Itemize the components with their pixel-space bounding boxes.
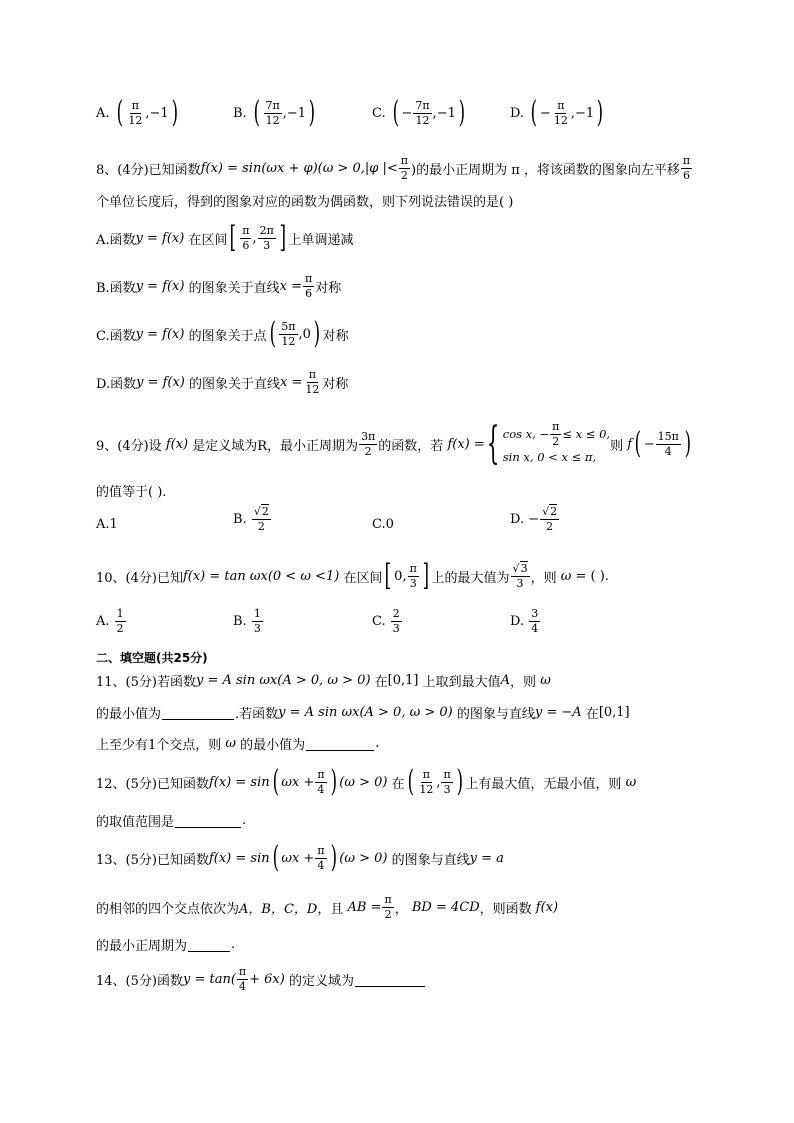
fraction: $\frac{\pi}{6}$ <box>305 271 313 300</box>
fraction: $\frac{\pi}{6}$ <box>242 223 250 252</box>
brace-icon: { <box>486 418 500 469</box>
q7-option-a: A. ( $\frac{\pi}{12}$ ,−1 ) <box>96 95 178 130</box>
answer-blank[interactable] <box>162 705 234 720</box>
fraction: $\frac{1}{2}$ <box>116 607 124 635</box>
fraction: $\frac{\pi}{2}$ <box>384 892 392 921</box>
q11-line1: 11、(5分)若函数 y = A sin ωx(A > 0, ω > 0) 在 [0,1] 上取到最大值 A ，则 ω <box>96 672 551 690</box>
q8-option-a: A.函数 y = f(x) 在区间 [ $\frac{\pi}{6}$ , $\frac{2\pi}{3}$ ] 上单调递减 <box>96 220 354 255</box>
q12-stem: 12、(5分)已知函数 f(x) = sin ( ωx + $\frac{\pi}{4}$ ) (ω > 0) 在 ( $\frac{\pi}{12}$ , $\frac{\pi}{3}$ ) 上有最大值，无最小值，则 ω <box>96 764 637 799</box>
q12-line2: 的取值范围是 . <box>96 812 247 830</box>
q7-option-c: C. ( − $\frac{7\pi}{12}$ ,−1 ) <box>372 95 466 130</box>
q7-option-b: B. ( $\frac{7\pi}{12}$ ,−1 ) <box>233 95 316 130</box>
q10-stem: 10、(4分)已知 f(x) = tan ωx(0 < ω <1) 在区间 [ 0, $\frac{\pi}{3}$ ] 上的最大值为 $\frac{√3}{3}$ ，则 ω = ( ). <box>96 558 609 593</box>
q9-option-b: B. $\frac{√2}{2}$ <box>233 505 269 533</box>
fraction: $\frac{\pi}{12}$ <box>128 98 143 127</box>
q13-stem: 13、(5分)已知函数 f(x) = sin ( ωx + $\frac{\pi}{4}$ ) (ω > 0) 的图象与直线 y = a <box>96 840 504 875</box>
q10-option-d: D. $\frac{3}{4}$ <box>510 607 539 635</box>
fraction: $\frac{\pi}{12}$ <box>553 98 568 127</box>
fraction: $\frac{√3}{3}$ <box>512 561 528 590</box>
q10-option-b: B. $\frac{1}{3}$ <box>233 607 261 635</box>
q8-option-b: B.函数 y = f(x) 的图象关于直线 x = $\frac{\pi}{6}$ 对称 <box>96 271 342 300</box>
fraction: $\frac{\pi}{4}$ <box>238 964 247 993</box>
answer-blank[interactable] <box>175 813 241 828</box>
fraction: $\frac{√2}{2}$ <box>542 505 558 533</box>
q11-line3: 上至少有1个交点，则 ω 的最小值为 . <box>96 735 380 753</box>
q9-option-a: A.1 <box>96 517 118 532</box>
q9-option-d: D. − $\frac{√2}{2}$ <box>510 505 558 533</box>
q13-line3: 的最小正周期为 . <box>96 936 236 954</box>
answer-blank[interactable] <box>306 736 374 751</box>
fraction: $\frac{5\pi}{12}$ <box>281 319 296 348</box>
fraction: $\frac{\pi}{12}$ <box>419 767 434 796</box>
q8-option-c: C.函数 y = f(x) 的图象关于点 ( $\frac{5\pi}{12}$ ,0 ) 对称 <box>96 316 349 351</box>
fraction: $\frac{1}{3}$ <box>253 607 261 635</box>
fraction: $\frac{\pi}{3}$ <box>443 767 451 796</box>
fraction: $\frac{3}{4}$ <box>531 607 539 635</box>
q10-option-a: A. $\frac{1}{2}$ <box>96 607 124 635</box>
fraction: $\frac{15\pi}{4}$ <box>657 429 679 458</box>
fraction: $\frac{7\pi}{12}$ <box>415 98 430 127</box>
fraction: $\frac{√2}{2}$ <box>253 505 269 533</box>
q8-option-d: D.函数 y = f(x) 的图象关于直线 x = $\frac{\pi}{12}$ 对称 <box>96 367 349 396</box>
q8-stem-line2: 个单位长度后，得到的图象对应的函数为偶函数，则下列说法错误的是( ) <box>96 194 514 210</box>
q10-option-c: C. $\frac{2}{3}$ <box>372 607 400 635</box>
fraction: $\frac{7\pi}{12}$ <box>265 98 280 127</box>
q14-stem: 14、(5分)函数 y = tan( $\frac{\pi}{4}$ + 6x) 的定义域为 <box>96 958 426 1000</box>
fraction: $\frac{3\pi}{2}$ <box>361 429 376 458</box>
answer-blank[interactable] <box>355 972 425 987</box>
q13-line2: 的相邻的四个交点依次为 A，B，C，D ，且 AB = $\frac{\pi}{2}$ ， BD = 4CD ，则函数 f(x) <box>96 892 559 921</box>
answer-blank[interactable] <box>188 937 230 952</box>
fraction: $\frac{\pi}{3}$ <box>409 561 417 590</box>
fraction: $\frac{\pi}{12}$ <box>305 367 320 396</box>
fraction: $\frac{\pi}{4}$ <box>317 767 325 796</box>
piecewise: cos x, − $\frac{\pi}{2}$ ≤ x ≤ 0, sin x, 0 < x ≤ π, <box>502 419 611 465</box>
section-2-heading: 二、填空题(共25分) <box>96 650 208 665</box>
q9-option-c: C.0 <box>372 517 394 532</box>
q9-stem: 9、(4分)设 f(x) 是定义域为R，最小正周期为 $\frac{3\pi}{2}$ 的函数，若 f(x) = { cos x, − $\frac{\pi}{2}$ ≤ x ≤ 0, sin x, 0 < x ≤ π, 则 f ( − $\frac{15\pi}{4}$ ) <box>96 418 691 469</box>
q8-stem: 8、(4分)已知函数 f(x) = sin(ωx + φ)(ω > 0,|φ |< $\frac{\pi}{2}$ )的最小正周期为 π ，将该函数的图象向左平移 $\frac{\pi}{6}$ <box>96 153 691 182</box>
fraction: $\frac{\pi}{2}$ <box>400 153 409 182</box>
fraction: $\frac{\pi}{6}$ <box>682 153 691 182</box>
q11-line2: 的最小值为 .若函数 y = A sin ωx(A > 0, ω > 0) 的图象与直线 y = −A 在 [0,1] <box>96 704 630 722</box>
fraction: $\frac{2\pi}{3}$ <box>259 223 274 252</box>
q7-option-d: D. ( − $\frac{\pi}{12}$ ,−1 ) <box>510 95 604 130</box>
q9-stem-line2: 的值等于( ). <box>96 484 167 500</box>
fraction: $\frac{2}{3}$ <box>392 607 400 635</box>
fraction: $\frac{\pi}{4}$ <box>317 843 325 872</box>
fraction: $\frac{\pi}{2}$ <box>552 419 560 448</box>
